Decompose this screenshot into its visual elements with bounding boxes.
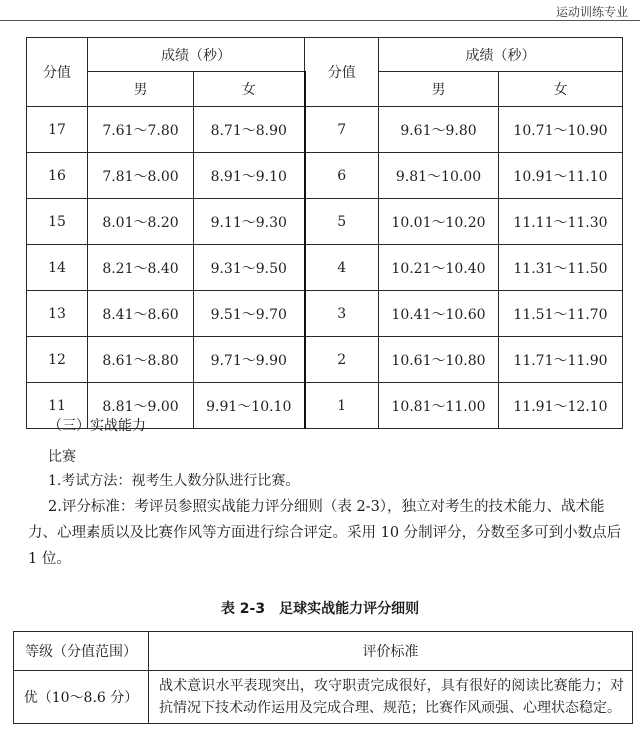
score-header-right: 分值 (305, 38, 379, 107)
male-time-cell: 10.61～10.80 (379, 337, 499, 383)
score-cell: 4 (305, 245, 379, 291)
female-time-cell: 9.91～10.10 (194, 383, 305, 429)
score-cell: 2 (305, 337, 379, 383)
male-time-cell: 10.01～10.20 (379, 199, 499, 245)
score-cell: 11 (27, 383, 88, 429)
male-time-cell: 8.01～8.20 (88, 199, 194, 245)
female-time-cell: 10.91～11.10 (499, 153, 623, 199)
result-header-right: 成绩（秒） (379, 38, 623, 72)
score-cell: 17 (27, 107, 88, 153)
score-header-left: 分值 (27, 38, 88, 107)
criteria-header: 评价标准 (149, 632, 633, 671)
male-time-cell: 7.61～7.80 (88, 107, 194, 153)
female-time-cell: 8.91～9.10 (194, 153, 305, 199)
score-cell: 14 (27, 245, 88, 291)
female-time-cell: 9.11～9.30 (194, 199, 305, 245)
criteria-cell: 战术意识水平表现突出，攻守职责完成很好，具有很好的阅读比赛能力；对抗情况下技术动作运用及完成合理、规范；比赛作风顽强、心理状态稳定。 (149, 671, 633, 724)
male-time-cell: 10.81～11.00 (379, 383, 499, 429)
paragraph-exam-method: 1.考试方法：视考生人数分队进行比赛。 (48, 473, 300, 489)
table-row (27, 153, 623, 199)
male-time-cell: 9.81～10.00 (379, 153, 499, 199)
male-time-cell: 10.41～10.60 (379, 291, 499, 337)
table-row (14, 671, 633, 724)
combat-rating-table (13, 631, 633, 724)
male-time-cell: 9.61～9.80 (379, 107, 499, 153)
running-header: 运动训练专业 (555, 5, 628, 19)
male-header-right: 男 (379, 72, 499, 107)
sprint-score-table (26, 37, 623, 429)
male-time-cell: 10.21～10.40 (379, 245, 499, 291)
score-cell: 16 (27, 153, 88, 199)
table-row (27, 291, 623, 337)
male-time-cell: 8.21～8.40 (88, 245, 194, 291)
table-caption: 表 2-3 足球实战能力评分细则 (220, 601, 420, 617)
female-time-cell: 11.51～11.70 (499, 291, 623, 337)
result-header-left: 成绩（秒） (88, 38, 305, 72)
male-header-left: 男 (88, 72, 194, 107)
table-row (27, 245, 623, 291)
female-time-cell: 10.71～10.90 (499, 107, 623, 153)
female-time-cell: 11.11～11.30 (499, 199, 623, 245)
table-row (27, 337, 623, 383)
female-time-cell: 9.31～9.50 (194, 245, 305, 291)
score-cell: 3 (305, 291, 379, 337)
level-cell: 优（10～8.6 分） (14, 671, 149, 724)
section-heading: （三）实战能力 (48, 418, 146, 434)
male-time-cell: 8.61～8.80 (88, 337, 194, 383)
table-row (27, 199, 623, 245)
female-header-left: 女 (194, 72, 305, 107)
paragraph-scoring-standard: 2.评分标准：考评员参照实战能力评分细则（表 2-3），独立对考生的技术能力、战术能力、心理素质以及比赛作风等方面进行综合评定。采用 10 分制评分，分数至多可到小数点后 1 位。 (28, 499, 622, 567)
female-time-cell: 9.51～9.70 (194, 291, 305, 337)
male-time-cell: 8.81～9.00 (88, 383, 194, 429)
female-time-cell: 8.71～8.90 (194, 107, 305, 153)
score-cell: 7 (305, 107, 379, 153)
female-time-cell: 11.71～11.90 (499, 337, 623, 383)
score-cell: 13 (27, 291, 88, 337)
male-time-cell: 8.41～8.60 (88, 291, 194, 337)
table-row (27, 107, 623, 153)
female-time-cell: 9.71～9.90 (194, 337, 305, 383)
female-header-right: 女 (499, 72, 623, 107)
score-cell: 5 (305, 199, 379, 245)
level-header: 等级（分值范围） (14, 632, 149, 671)
score-cell: 15 (27, 199, 88, 245)
female-time-cell: 11.31～11.50 (499, 245, 623, 291)
score-cell: 6 (305, 153, 379, 199)
male-time-cell: 7.81～8.00 (88, 153, 194, 199)
header-divider (0, 20, 640, 21)
paragraph-match: 比赛 (48, 449, 76, 465)
female-time-cell: 11.91～12.10 (499, 383, 623, 429)
score-cell: 1 (305, 383, 379, 429)
score-cell: 12 (27, 337, 88, 383)
